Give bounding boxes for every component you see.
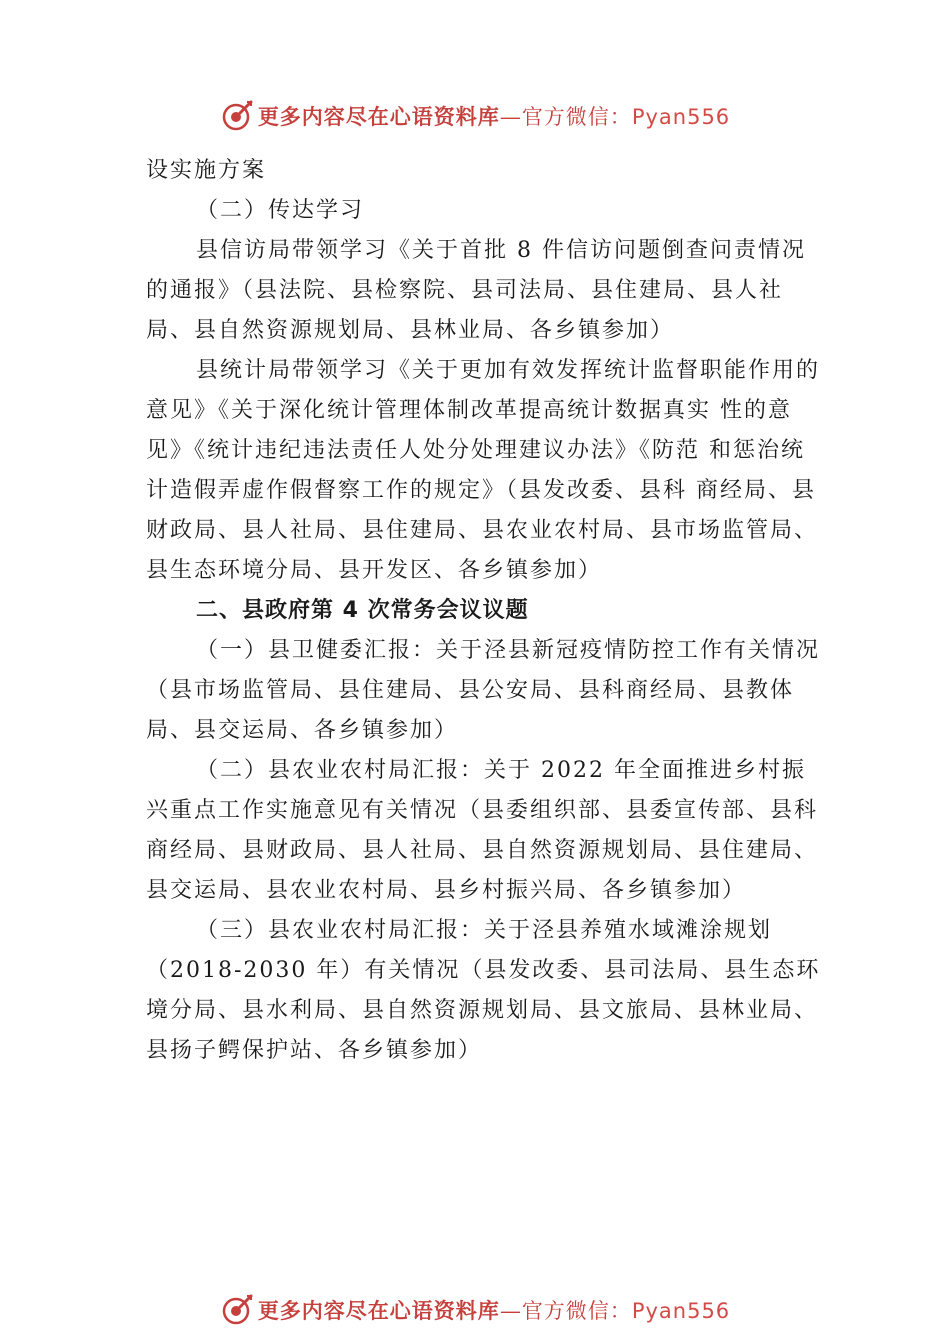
subheading-transmit-study: （二）传达学习 [196, 198, 365, 223]
document-body [146, 151, 826, 1071]
banner-text [258, 1295, 730, 1325]
footer-watermark [0, 1290, 950, 1330]
logo-icon [220, 99, 254, 133]
banner-title: 更多内容尽在心语资料库 [257, 104, 500, 129]
paragraph-agenda-3: （三）县农业农村局汇报：关于泾县养殖水域滩涂规划（2018-2030 年）有关情况（县发改委、县司法局、县生态环境分局、县水利局、县自然资源规划局、县文旅局、县林业局、县扬子鳄保护站、各乡镇参加） [146, 918, 821, 1063]
header-watermark [0, 96, 950, 136]
paragraph-agenda-2: （二）县农业农村局汇报：关于 2022 年全面推进乡村振兴重点工作实施意见有关情况（县委组织部、县委宣传部、县科商经局、县财政局、县人社局、县自然资源规划局、县住建局、县交运局、县农业农村局、县乡村振兴局、各乡镇参加） [146, 758, 819, 903]
paragraph-continuation: 设实施方案 [146, 158, 267, 183]
banner-wechat-id: Pyan556 [631, 1299, 731, 1323]
paragraph-statistics-study: 县统计局带领学习《关于更加有效发挥统计监督职能作用的意见》《关于深化统计管理体制改革提高统计数据真实 性的意见》《统计违纪违法责任人处分处理建议办法》《防范 和惩治统计造假弄虚作假督察工作的规定》（县发改委、县科 商经局、县财政局、县人社局、县住建局、县农业农村局、县市场监管局、县生态环境分局、县开发区、各乡镇参加） [146, 358, 821, 583]
section-heading-meeting: 二、县政府第 4 次常务会议议题 [196, 598, 529, 623]
logo-icon [220, 1293, 254, 1327]
banner-wechat-label: —官方微信： [499, 1299, 632, 1323]
banner-title: 更多内容尽在心语资料库 [257, 1298, 500, 1323]
banner-wechat-label: —官方微信： [499, 105, 632, 129]
banner-text [258, 101, 730, 131]
banner-wechat-id: Pyan556 [631, 105, 731, 129]
paragraph-agenda-1: （一）县卫健委汇报：关于泾县新冠疫情防控工作有关情况（县市场监管局、县住建局、县公安局、县科商经局、县教体局、县交运局、各乡镇参加） [146, 638, 821, 743]
paragraph-petition-study: 县信访局带领学习《关于首批 8 件信访问题倒查问责情况的通报》（县法院、县检察院、县司法局、县住建局、县人社局、县自然资源规划局、县林业局、各乡镇参加） [146, 238, 806, 343]
